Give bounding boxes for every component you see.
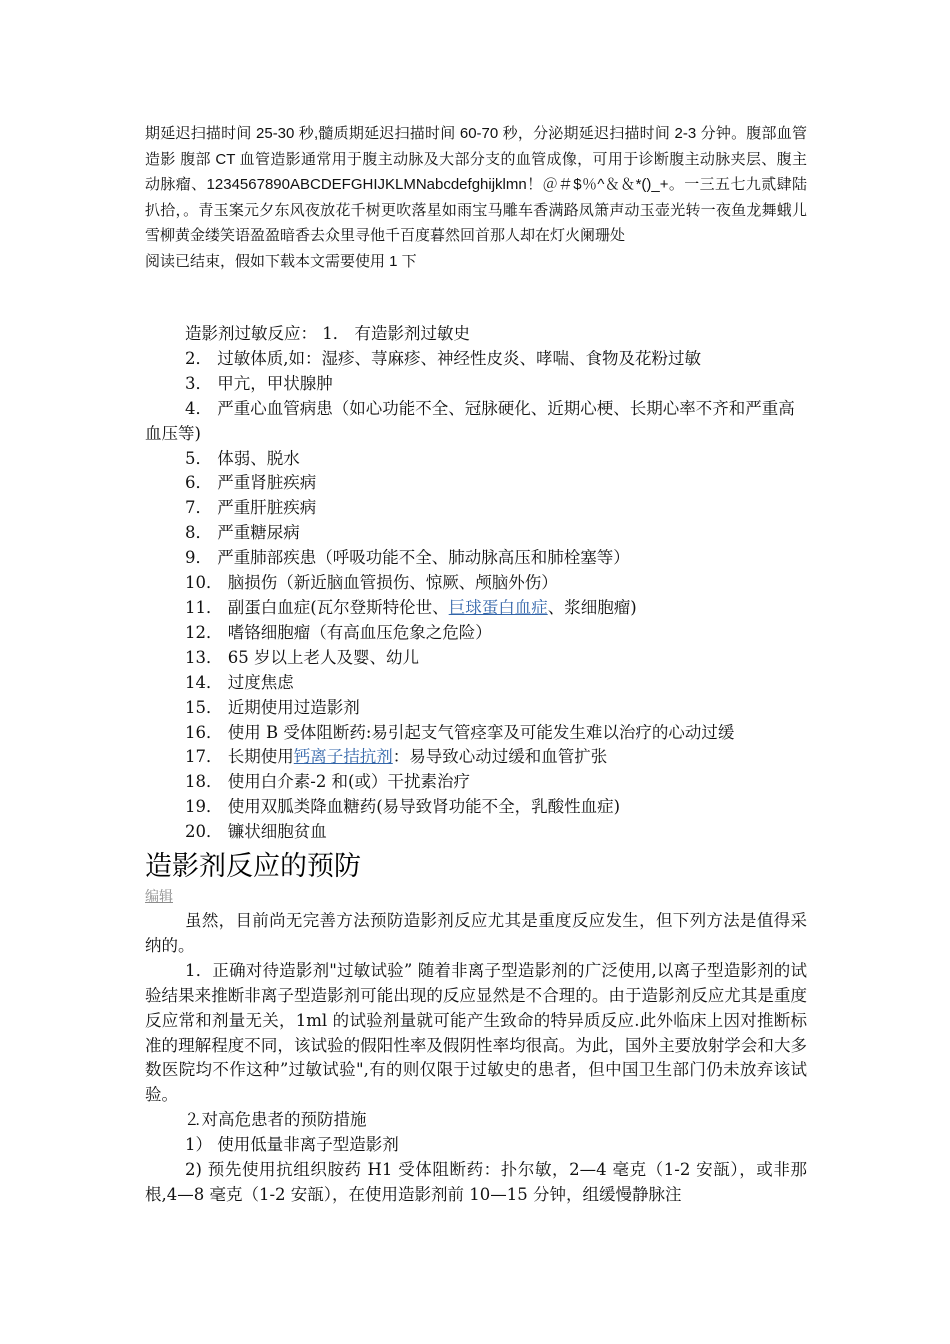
list-item: 18． 使用白介素-2 和(或）干扰素治疗 <box>185 772 470 792</box>
list-item: 7． 严重肝脏疾病 <box>185 498 317 518</box>
list-item-text: 、浆细胞瘤) <box>547 597 637 617</box>
list-item: 14． 过度焦虑 <box>185 672 294 692</box>
intro-block <box>145 121 807 274</box>
list-item: 6． 严重肾脏疾病 <box>185 473 317 493</box>
list-item: 19． 使用双胍类降血糖药(易导致肾功能不全，乳酸性血症) <box>185 797 621 817</box>
prevention-paragraph: 1） 使用低量非离子型造影剂 <box>185 1135 399 1155</box>
list-item: 2． 过敏体质,如：湿疹、荨麻疹、神经性皮炎、哮喘、食物及花粉过敏 <box>185 348 701 368</box>
section-title: 造影剂反应的预防 <box>145 851 361 883</box>
prevention-paragraph: 2) 预先使用抗组织胺药 H1 受体阻断药：扑尔敏，2—4 毫克（1-2 安瓿），或非那根,4—8 毫克（1-2 安瓿），在使用造影剂前 10—15 分钟，组缓慢静脉注 <box>145 1160 807 1204</box>
calcium-channel-blocker-link[interactable]: 钙离子拮抗剂 <box>293 747 393 767</box>
prevention-paragraph: 1．正确对待造影剂"过敏试验” 随着非离子型造影剂的广泛使用,以离子型造影剂的试验结果来推断非离子型造影剂可能出现的反应显然是不合理的。由于造影剂反应尤其是重度反应常和剂量无关，1ml 的试验剂量就可能产生致命的特异质反应.此外临床上因对推断标准的理解程度不同，该试验的假阳性率及假阴性率均很高。为此，国外主要放射学会和大多数医院均不作这种”过敏试验",有的则仅限于过敏史的患者，但中国卫生部门仍未放弃该试验。 <box>145 960 807 1105</box>
list-item <box>145 596 807 621</box>
edit-link[interactable]: 编辑 <box>145 889 173 906</box>
prevention-subheading: ⒉对高危患者的预防措施 <box>185 1110 367 1130</box>
list-item: 4． 严重心血管病患（如心功能不全、冠脉硬化、近期心梗、长期心率不齐和严重高血压等) <box>145 398 795 443</box>
prevention-paragraph: 虽然，目前尚无完善方法预防造影剂反应尤其是重度反应发生，但下列方法是值得采纳的。 <box>145 911 807 955</box>
list-item: 15． 近期使用过造影剂 <box>185 697 360 717</box>
list-item: 20． 镰状细胞贫血 <box>185 822 327 842</box>
main-content <box>145 322 807 1208</box>
list-item-text: ：易导致心动过缓和血管扩张 <box>392 747 608 767</box>
list-item: 10． 脑损伤（新近脑血管损伤、惊厥、颅脑外伤） <box>185 573 558 593</box>
intro-paragraph: 期延迟扫描时间 25-30 秒,髓质期延迟扫描时间 60-70 秒，分泌期延迟扫描时间 2-3 分钟。腹部血管造影 腹部 CT 血管造影通常用于腹主动脉及大部分支的血管成像，可用于诊断腹主动脉夹层、腹主动脉瘤、1234567890ABCDEFGHIJKLMNabcdefghijklmn！＠＃$％^＆＆*()_+。一三五七九贰肆陆扒拾，。青玉案元夕东风夜放花千树更吹落星如雨宝马雕车香满路凤箫声动玉壶光转一夜鱼龙舞蛾儿雪柳黄金缕笑语盈盈暗香去众里寻他千百度暮然回首那人却在灯火阑珊处 <box>145 125 807 244</box>
list-item: 9． 严重肺部疾患（呼吸功能不全、肺动脉高压和肺栓塞等） <box>185 548 630 568</box>
list-item: 16． 使用 B 受体阻断药:易引起支气管痉挛及可能发生难以治疗的心动过缓 <box>185 722 735 742</box>
list-item <box>145 745 807 770</box>
list-item: 5． 体弱、脱水 <box>185 448 300 468</box>
list-item: 8． 严重糖尿病 <box>185 523 300 543</box>
macroglobulinemia-link[interactable]: 巨球蛋白血症 <box>448 597 548 617</box>
list-item-text: 11． 副蛋白血症(瓦尔登斯特伦世、 <box>185 597 449 617</box>
list-item: 13． 65 岁以上老人及婴、幼儿 <box>185 647 419 667</box>
list-item: 3． 甲亢，甲状腺肿 <box>185 373 333 393</box>
contraindication-heading: 造影剂过敏反应： 1． 有造影剂过敏史 <box>185 324 470 343</box>
list-item-text: 17． 长期使用 <box>185 747 294 767</box>
intro-notice: 阅读已结束，假如下载本文需要使用 1 下 <box>145 252 417 270</box>
list-item: 12． 嗜铬细胞瘤（有高血压危象之危险） <box>185 622 492 642</box>
